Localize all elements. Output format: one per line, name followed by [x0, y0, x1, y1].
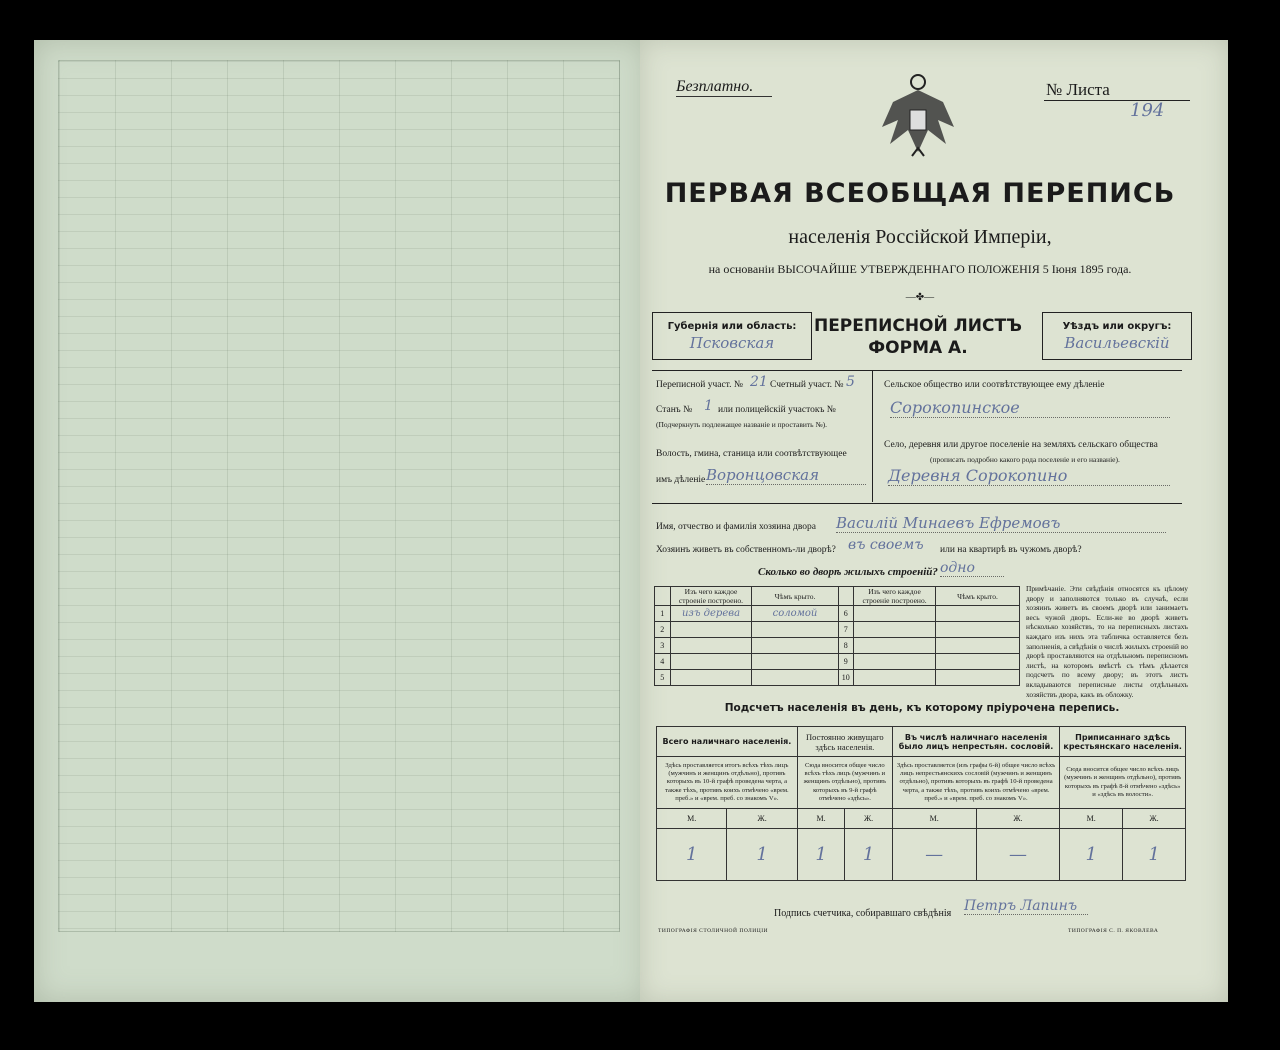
summary-col4-desc: Сюда вносится общее число всѣхъ лицъ (мужчинъ и женщинъ отдѣльно), противъ которыхъ въ графѣ 8-й отмѣчено «здѣсь» и «здѣсь въ волости».: [1060, 757, 1186, 809]
col4-f-value: 1: [1123, 829, 1186, 881]
row1-material: изъ дерева: [670, 606, 752, 622]
ornament-divider: ―✤―: [905, 292, 935, 303]
volost-value: Воронцовская: [706, 466, 866, 485]
row-num: 3: [655, 638, 671, 654]
census-area-label: Переписной участ. №: [656, 380, 743, 390]
col1-f-label: Ж.: [727, 809, 797, 829]
buildings-value: одно: [940, 560, 1004, 577]
province-value: Псковская: [689, 334, 775, 352]
summary-col2-desc: Сюда вносится общее число всѣхъ тѣхъ лицъ (мужчинъ и женщинъ отдѣльно), противъ которыхъ въ 9-й графѣ отмѣчено «здѣсь».: [797, 757, 892, 809]
count-area-label: Счетный участ. №: [770, 380, 844, 390]
summary-col4-title: Приписаннаго здѣсь крестьянскаго населенія.: [1060, 727, 1186, 757]
left-page-grid: [58, 60, 620, 932]
sheet-number-underline: [1044, 100, 1190, 101]
imperial-eagle-icon: [878, 72, 958, 162]
sheet-number-label: № Листа: [1046, 80, 1110, 99]
col3-f-value: —: [976, 829, 1060, 881]
community-value: Сорокопинское: [890, 398, 1170, 418]
page-subtitle: населенія Россійской Имперіи,: [788, 226, 1052, 248]
sheet-title: ПЕРЕПИСНОЙ ЛИСТЪ: [813, 316, 1023, 336]
row-num: 4: [655, 654, 671, 670]
owner-lives-value: въ своемъ: [848, 537, 924, 553]
summary-col3-title: Въ числѣ наличнаго населенія было лицъ непрестьян. сословій.: [892, 727, 1060, 757]
row-num: 10: [838, 670, 854, 686]
footer-right: ТИПОГРАФІЯ С. П. ЯКОВЛЕВА: [1068, 928, 1159, 934]
district-label: Уѣздъ или округъ:: [1062, 321, 1172, 332]
col4-f-label: Ж.: [1123, 809, 1186, 829]
summary-col1-desc: Здѣсь проставляется итогъ всѣхъ тѣхъ лицъ (мужчинъ и женщинъ отдѣльно), противъ которыхъ въ 10-й графѣ проведена черта, а также тѣхъ, противъ коихъ отмѣчено «врем. преб.» и «врем. преб. со знакомъ V».: [657, 757, 798, 809]
signature-label: Подпись счетчика, собиравшаго свѣдѣнія: [774, 908, 952, 919]
signature-value: Петръ Лапинъ: [964, 898, 1088, 915]
col1-f-value: 1: [727, 829, 797, 881]
stan-value: 1: [704, 398, 713, 414]
buildings-table: [654, 586, 1020, 686]
volost-label-2: имъ дѣленіе: [656, 475, 706, 485]
village-label: Село, деревня или другое поселеніе на земляхъ сельскаго общества: [884, 440, 1158, 450]
row-num: 9: [838, 654, 854, 670]
or-apartment-label: или на квартирѣ въ чужомъ дворѣ?: [940, 545, 1082, 555]
volost-label: Волость, гмина, станица или соотвѣтствующее: [656, 449, 847, 459]
form-name: ФОРМА А.: [868, 338, 968, 358]
col4-m-value: 1: [1060, 829, 1123, 881]
row-num: 2: [655, 622, 671, 638]
buildings-col-roof-2: Чѣмъ крыто.: [935, 587, 1019, 606]
province-box: [652, 312, 812, 360]
page-title: ПЕРВАЯ ВСЕОБЩАЯ ПЕРЕПИСЬ: [664, 178, 1176, 209]
row-num: 8: [838, 638, 854, 654]
buildings-col-material-2: Изъ чего каждое строеніе построено.: [854, 587, 936, 606]
village-value: Деревня Сорокопино: [888, 466, 1170, 486]
free-label: Безплатно.: [676, 78, 772, 97]
summary-col1-title: Всего наличнаго населенія.: [657, 727, 798, 757]
col2-m-value: 1: [797, 829, 844, 881]
col3-m-value: —: [892, 829, 976, 881]
district-box: [1042, 312, 1192, 360]
census-area-value: 21: [750, 374, 768, 390]
row-num: 7: [838, 622, 854, 638]
owner-label: Имя, отчество и фамилія хозяина двора: [656, 522, 816, 532]
buildings-note: Примѣчаніе. Эти свѣдѣнія относятся къ цѣлому двору и заполняются только въ случаѣ, если хозяинъ живетъ въ своемъ дворѣ или занимаетъ весь чужой дворъ. Если-же во дворѣ живетъ нѣсколько хозяйствъ, то на переписныхъ листахъ каждаго изъ нихъ эта табличка оставляется безъ заполненія, а свѣдѣнія о числѣ жилыхъ строеній во дворѣ проставляются на отдѣльномъ переписномъ листѣ, на которомъ вмѣстѣ съ тѣмъ дѣлается подсчетъ по всему двору; въ этотъ листъ вкладываются переписные листы отдѣльныхъ хозяйствъ двора, какъ въ обложку.: [1026, 584, 1188, 699]
row-num: 5: [655, 670, 671, 686]
sheet-number-value: 194: [1130, 100, 1165, 121]
buildings-question: Сколько во дворѣ жилыхъ строеній?: [758, 566, 938, 578]
province-label: Губернія или область:: [667, 321, 797, 332]
underline-note: (Подчеркнуть подлежащее названіе и проставить №).: [656, 420, 827, 429]
col2-f-label: Ж.: [845, 809, 892, 829]
buildings-col-material: Изъ чего каждое строеніе построено.: [670, 587, 752, 606]
stan-label: Станъ №: [656, 405, 693, 415]
district-value: Васильевскій: [1064, 334, 1170, 352]
col1-m-label: М.: [657, 809, 727, 829]
fields-divider: [872, 370, 873, 502]
owner-value: Василій Минаевъ Ефремовъ: [836, 514, 1166, 533]
footer-left: ТИПОГРАФІЯ СТОЛИЧНОЙ ПОЛИЦІИ: [658, 928, 769, 934]
summary-table: [656, 726, 1186, 881]
col3-f-label: Ж.: [976, 809, 1060, 829]
row-num: 6: [838, 606, 854, 622]
page-basis: на основаніи ВЫСОЧАЙШЕ УТВЕРЖДЕННАГО ПОЛОЖЕНІЯ 5 Іюня 1895 года.: [708, 262, 1132, 276]
row1-roof: соломой: [752, 606, 838, 622]
owner-lives-label: Хозяинъ живетъ въ собственномъ-ли дворѣ?: [656, 545, 836, 555]
col2-f-value: 1: [845, 829, 892, 881]
col1-m-value: 1: [657, 829, 727, 881]
community-label: Сельское общество или соотвѣтствующее ему дѣленіе: [884, 380, 1105, 390]
col3-m-label: М.: [892, 809, 976, 829]
buildings-col-roof: Чѣмъ крыто.: [752, 587, 838, 606]
col4-m-label: М.: [1060, 809, 1123, 829]
count-area-value: 5: [846, 374, 855, 390]
police-label: или полицейскій участокъ №: [718, 405, 836, 415]
summary-col2-title: Постоянно живущаго здѣсь населенія.: [797, 727, 892, 757]
row-num: 1: [655, 606, 671, 622]
summary-col3-desc: Здѣсь проставляется (изъ графы 6-й) общее число всѣхъ лицъ непрестьянскихъ сословій (мужчинъ и женщинъ отдѣльно), противъ которыхъ въ графѣ 10-й проведена черта, а также тѣхъ, противъ коихъ отмѣчено «врем. преб.» и «врем. преб. со знакомъ V».: [892, 757, 1060, 809]
village-note: (прописать подробно какого рода поселеніе и его названіе).: [930, 455, 1120, 464]
summary-heading: Подсчетъ населенія въ день, къ которому пріурочена перепись.: [724, 702, 1120, 714]
col2-m-label: М.: [797, 809, 844, 829]
